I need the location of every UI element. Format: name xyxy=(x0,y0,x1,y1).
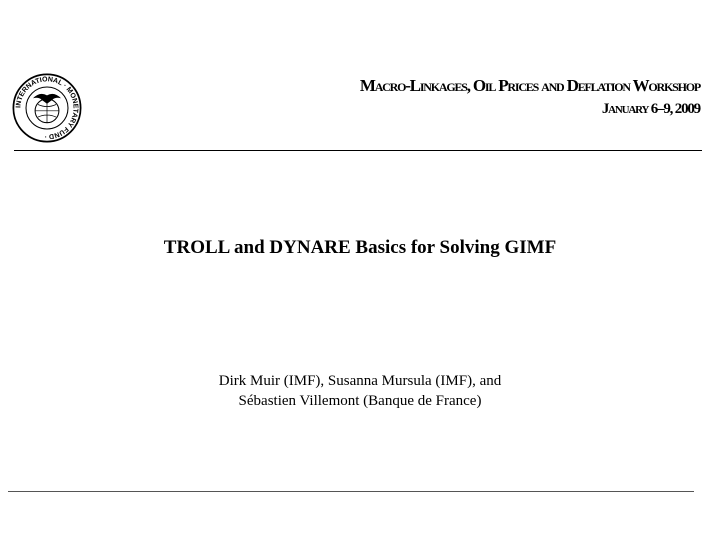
workshop-date: January 6–9, 2009 xyxy=(601,101,700,117)
svg-text:INTERNATIONAL · MONETARY FUND: INTERNATIONAL · MONETARY FUND · xyxy=(15,76,79,140)
header-divider xyxy=(14,150,702,151)
authors-line-1: Dirk Muir (IMF), Susanna Mursula (IMF), and xyxy=(218,373,502,389)
authors-block xyxy=(0,371,720,411)
workshop-title: Macro-Linkages, Oil Prices and Deflation Workshop xyxy=(359,76,700,95)
footer-divider xyxy=(8,491,694,492)
presentation-title: TROLL and DYNARE Basics for Solving GIMF xyxy=(163,237,557,258)
authors-line-2: Sébastien Villemont (Banque de France) xyxy=(238,393,482,409)
imf-seal-icon xyxy=(12,73,82,143)
